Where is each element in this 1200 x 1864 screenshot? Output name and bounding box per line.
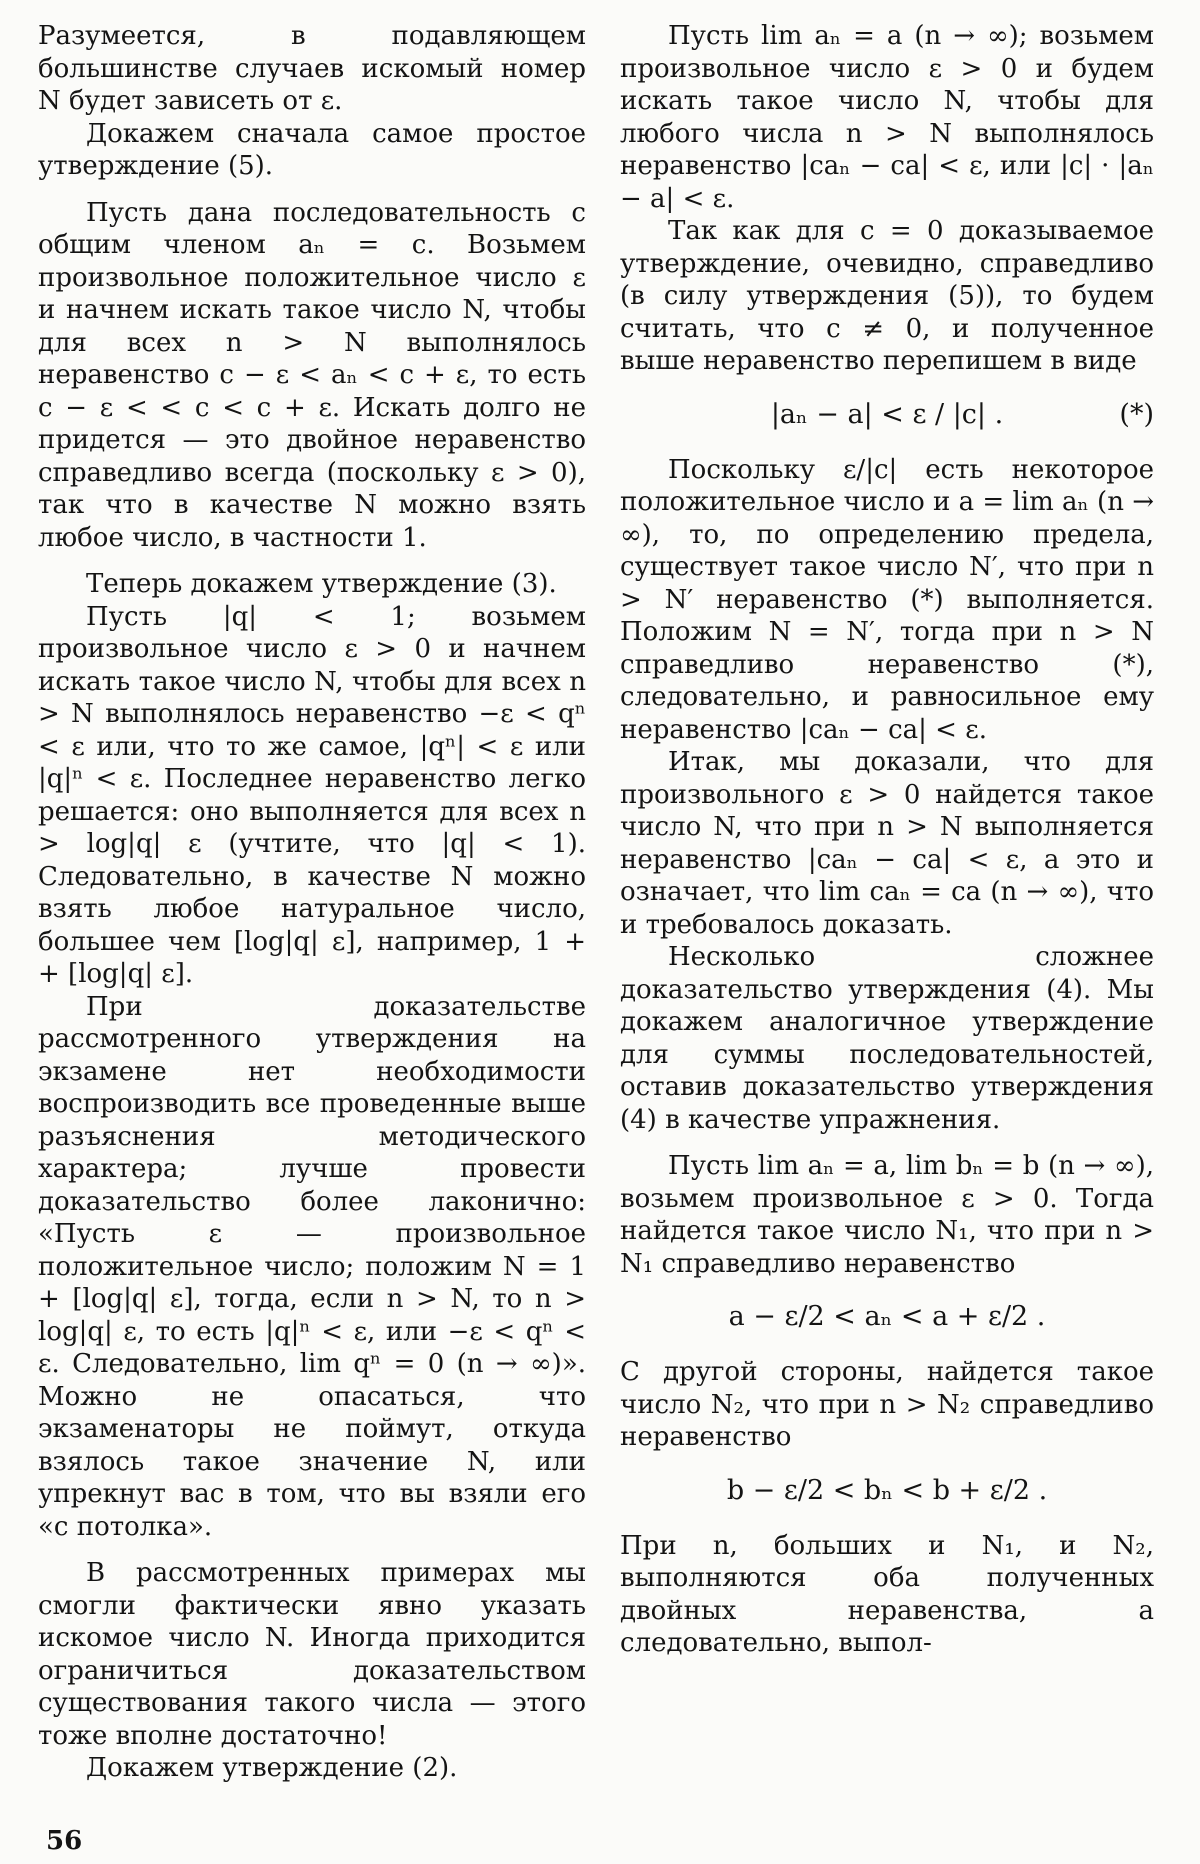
paragraph-8: Докажем утверждение (2). bbox=[86, 1753, 458, 1783]
paragraph-15: С другой стороны, найдется такое число N₂, что при n > N₂ справедливо неравенство bbox=[620, 1357, 1154, 1452]
paragraph-2: Докажем сначала самое простое утверждение (5). bbox=[38, 118, 586, 181]
paragraph-13: Несколько сложнее доказательство утверждения (4). Мы докажем аналогичное утверждение для суммы последовательностей, оставив доказательство утверждения (4) в качестве упражнения. bbox=[620, 942, 1154, 1135]
paragraph-9: Пусть lim aₙ = a (n → ∞); возьмем произвольное число ε > 0 и будем искать такое число N, чтобы для любого числа n > N выполнялось неравенство |caₙ − ca| < ε, или |c| · |aₙ − a| < ε. bbox=[620, 21, 1154, 214]
formula-star bbox=[620, 398, 1154, 432]
paragraph-3: Пусть дана последовательность с общим членом aₙ = c. Возьмем произвольное положительное число ε и начнем искать такое число N, чтобы для всех n > N выполнялось неравенство c − ε < aₙ < c + ε, то есть c − ε < < c < c + ε. Искать долго не придется — это двойное неравенство справедливо всегда (поскольку ε > 0), так что в качестве N можно взять любое число, в частности 1. bbox=[38, 197, 586, 553]
paragraph-14: Пусть lim aₙ = a, lim bₙ = b (n → ∞), возьмем произвольное ε > 0. Тогда найдется такое число N₁, что при n > N₁ справедливо неравенство bbox=[620, 1151, 1154, 1279]
paragraph-16: При n, больших и N₁, и N₂, выполняются оба полученных двойных неравенства, а следовательно, выпол- bbox=[620, 1530, 1154, 1658]
formula-b-bounds: b − ε/2 < bₙ < b + ε/2 . bbox=[726, 1474, 1048, 1506]
paragraph-5: Пусть |q| < 1; возьмем произвольное число ε > 0 и начнем искать такое число N, чтобы для всех n > N выполнялось неравенство −ε < qⁿ < ε или, что то же самое, |qⁿ| < ε или |q|ⁿ < ε. Последнее неравенство легко решается: оно выполняется для всех n > log|q| ε (учтите, что |q| < 1). Следовательно, в качестве N можно взять любое натуральное число, большее чем [log|q| ε], например, 1 + + [log|q| ε]. bbox=[38, 601, 586, 989]
left-column bbox=[38, 20, 586, 1785]
paragraph-12: Итак, мы доказали, что для произвольного ε > 0 найдется такое число N, что при n > N выполняется неравенство |caₙ − ca| < ε, а это и означает, что lim caₙ = ca (n → ∞), что и требовалось доказать. bbox=[620, 747, 1154, 940]
equation-label: (*) bbox=[1119, 398, 1154, 430]
paragraph-11: Поскольку ε/|c| есть некоторое положительное число и a = lim aₙ (n → ∞), то, по определению предела, существует такое число N′, что при n > N′ неравенство (*) выполняется. Положим N = N′, тогда при n > N справедливо неравенство (*), следовательно, и равносильное ему неравенство |caₙ − ca| < ε. bbox=[620, 454, 1154, 745]
page-number: 56 bbox=[46, 1826, 83, 1856]
paragraph-10: Так как для c = 0 доказываемое утверждение, очевидно, справедливо (в силу утверждения (5)), то будем считать, что c ≠ 0, и полученное выше неравенство перепишем в виде bbox=[620, 216, 1154, 376]
paragraph-7: В рассмотренных примерах мы смогли фактически явно указать искомое число N. Иногда приходится ограничиться доказательством существования такого числа — этого тоже вполне достаточно! bbox=[38, 1558, 586, 1751]
right-column bbox=[620, 20, 1154, 1660]
paragraph-4: Теперь докажем утверждение (3). bbox=[86, 569, 557, 599]
paragraph-6: При доказательстве рассмотренного утверждения на экзамене нет необходимости воспроизводить все проведенные выше разъяснения методического характера; лучше провести доказательство более лаконично: «Пусть ε — произвольное положительное число; положим N = 1 + [log|q| ε], тогда, если n > N, то n > log|q| ε, то есть |q|ⁿ < ε, или −ε < qⁿ < ε. Следовательно, lim qⁿ = 0 (n → ∞)». Можно не опасаться, что экзаменаторы не поймут, откуда взялось такое значение N, или упрекнут вас в том, что вы взяли его «с потолка». bbox=[38, 991, 586, 1542]
paragraph-1: Разумеется, в подавляющем большинстве случаев искомый номер N будет зависеть от ε. bbox=[38, 21, 586, 116]
formula-a-bounds: a − ε/2 < aₙ < a + ε/2 . bbox=[728, 1301, 1046, 1332]
formula-star-body: |aₙ − a| < ε / |c| . bbox=[770, 398, 1004, 430]
